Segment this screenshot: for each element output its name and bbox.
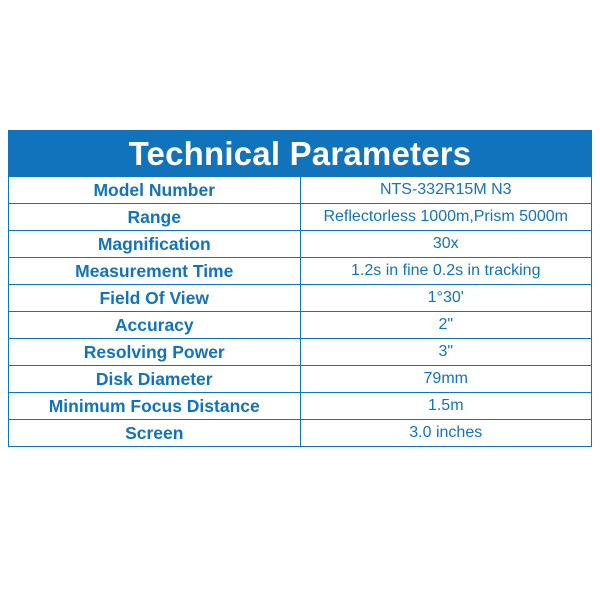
table-row xyxy=(9,312,592,339)
row-value-measurement-time: 1.2s in fine 0.2s in tracking xyxy=(300,258,592,285)
row-label-resolving-power: Resolving Power xyxy=(9,339,301,366)
row-value-minimum-focus-distance: 1.5m xyxy=(300,393,592,420)
row-label-screen: Screen xyxy=(9,420,301,447)
table-row xyxy=(9,420,592,447)
table-row xyxy=(9,285,592,312)
table-row xyxy=(9,339,592,366)
table-row xyxy=(9,177,592,204)
row-label-accuracy: Accuracy xyxy=(9,312,301,339)
table-row xyxy=(9,366,592,393)
row-value-magnification: 30x xyxy=(300,231,592,258)
table-row xyxy=(9,258,592,285)
row-value-model-number: NTS-332R15M N3 xyxy=(300,177,592,204)
row-label-disk-diameter: Disk Diameter xyxy=(9,366,301,393)
table-row xyxy=(9,204,592,231)
row-label-measurement-time: Measurement Time xyxy=(9,258,301,285)
technical-parameters-table xyxy=(8,130,592,447)
row-label-range: Range xyxy=(9,204,301,231)
table-row xyxy=(9,231,592,258)
row-label-magnification: Magnification xyxy=(9,231,301,258)
row-value-range: Reflectorless 1000m,Prism 5000m xyxy=(300,204,592,231)
table-title-row xyxy=(9,131,592,177)
table-row xyxy=(9,393,592,420)
row-value-disk-diameter: 79mm xyxy=(300,366,592,393)
page-title: Technical Parameters xyxy=(9,131,592,177)
row-value-resolving-power: 3" xyxy=(300,339,592,366)
row-value-screen: 3.0 inches xyxy=(300,420,592,447)
row-value-accuracy: 2" xyxy=(300,312,592,339)
row-label-field-of-view: Field Of View xyxy=(9,285,301,312)
row-label-minimum-focus-distance: Minimum Focus Distance xyxy=(9,393,301,420)
row-value-field-of-view: 1°30' xyxy=(300,285,592,312)
row-label-model-number: Model Number xyxy=(9,177,301,204)
